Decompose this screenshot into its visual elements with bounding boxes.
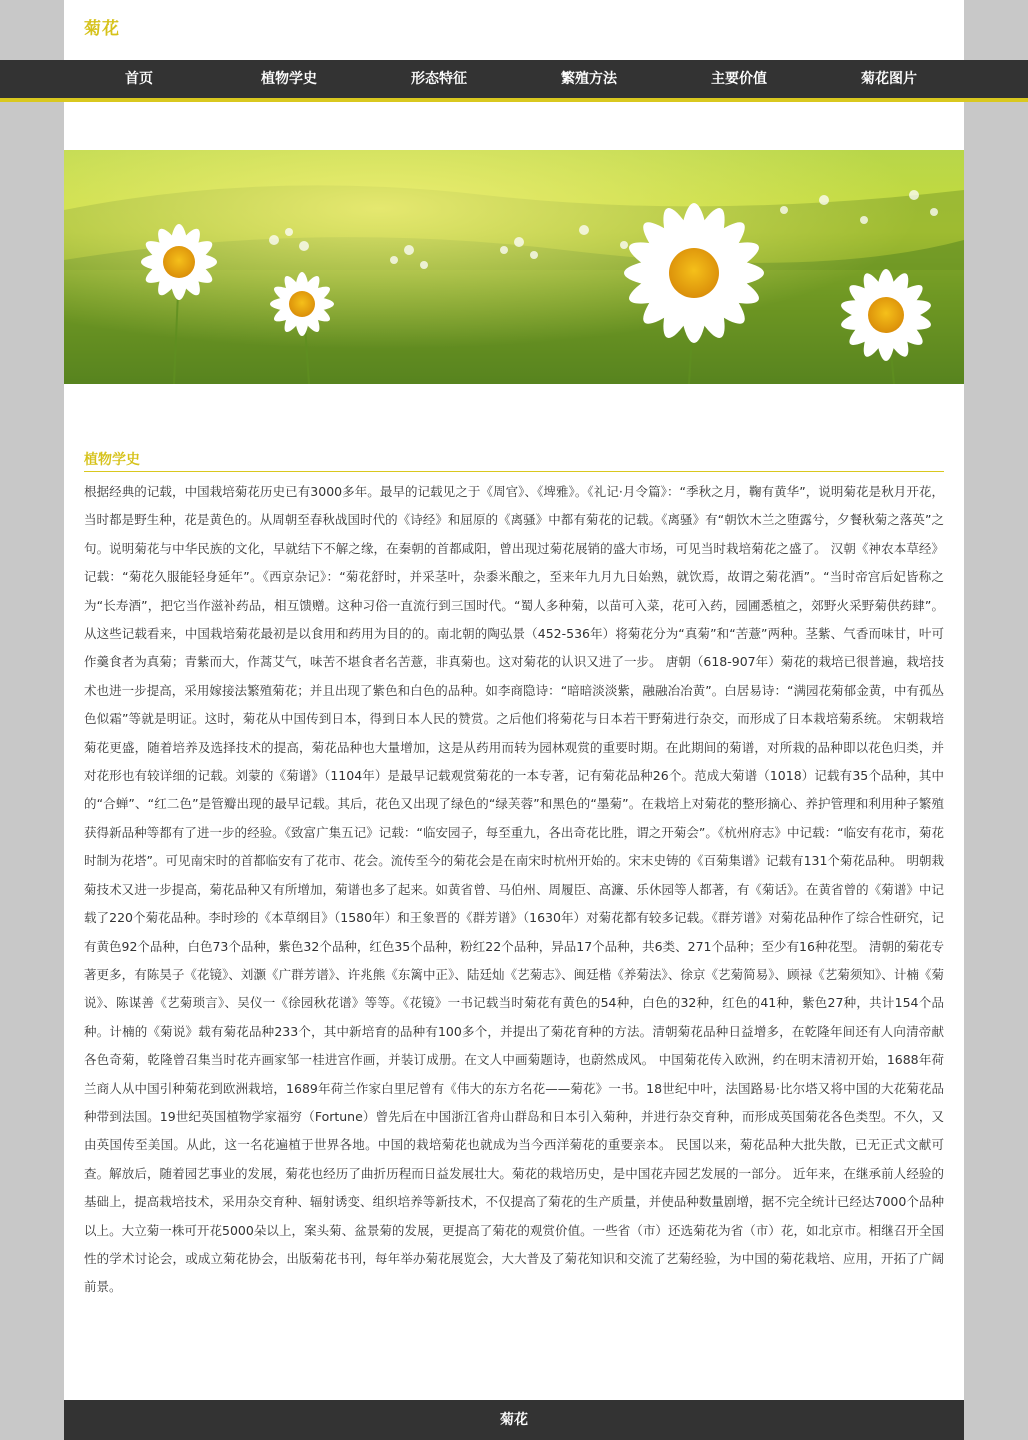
nav-item-propagation[interactable]: 繁殖方法 xyxy=(561,71,617,87)
footer-text: 菊花 xyxy=(500,1412,528,1428)
nav-item-value[interactable]: 主要价值 xyxy=(711,71,767,87)
hero-banner-image xyxy=(64,150,964,384)
footer xyxy=(64,1400,964,1440)
nav-item-home[interactable]: 首页 xyxy=(125,71,153,87)
nav-item-botany-history[interactable]: 植物学史 xyxy=(261,71,317,87)
site-logo[interactable]: 菊花 xyxy=(84,19,120,39)
nav-item-morphology[interactable]: 形态特征 xyxy=(411,71,467,87)
nav-item-gallery[interactable]: 菊花图片 xyxy=(861,71,917,87)
main-nav xyxy=(0,60,1028,102)
section-body-text: 根据经典的记载，中国栽培菊花历史已有3000多年。最早的记载见之于《周官》、《埤雅》。《礼记·月令篇》：“季秋之月，鞠有黄华”，说明菊花是秋月开花，当时都是野生种，花是黄色的。从周朝至春秋战国时代的《诗经》和屈原的《离骚》中都有菊花的记载。《离骚》有“朝饮木兰之堕露兮，夕餐秋菊之落英”之句。说明菊花与中华民族的文化，早就结下不解之缘，在秦朝的首都咸阳，曾出现过菊花展销的盛大市场，可见当时栽培菊花之盛了。 汉朝《神农本草经》记载：“菊花久服能轻身延年”。《西京杂记》：“菊花舒时，并采茎叶，杂黍米酿之，至来年九月九日始熟，就饮焉，故谓之菊花酒”。“当时帝宫后妃皆称之为“长寿酒”，把它当作滋补药品，相互馈赠。这种习俗一直流行到三国时代。“蜀人多种菊，以苗可入菜，花可入药，园圃悉植之，郊野火采野菊供药肆”。从这些记载看来，中国栽培菊花最初是以食用和药用为目的的。南北朝的陶弘景（452-536年）将菊花分为“真菊”和“苦薏”两种。茎紫、气香而味甘，叶可作羹食者为真菊；青紫而大，作蒿艾气，味苦不堪食者名苦薏，非真菊也。这对菊花的认识又进了一步。 唐朝（618-907年）菊花的栽培已很普遍，栽培技术也进一步提高，采用嫁接法繁殖菊花；并且出现了紫色和白色的品种。如李商隐诗：“暗暗淡淡紫，融融冶冶黄”。白居易诗：“满园花菊郁金黄，中有孤丛色似霜”等就是明证。这时，菊花从中国传到日本，得到日本人民的赞赏。之后他们将菊花与日本若干野菊进行杂交，而形成了日本栽培菊系统。 宋朝栽培菊花更盛，随着培养及选择技术的提高，菊花品种也大量增加，这是从药用而转为园林观赏的重要时期。在此期间的菊谱，对所栽的品种即以花色归类，并对花形也有较详细的记载。刘蒙的《菊谱》（1104年）是最早记载观赏菊花的一本专著，记有菊花品种26个。范成大菊谱（1018）记载有35个品种，其中的“合蝉”、“红二色”是管瓣出现的最早记载。其后，花色又出现了绿色的“绿芙蓉”和黑色的“墨菊”。在栽培上对菊花的整形摘心、养护管理和利用种子繁殖获得新品种等都有了进一步的经验。《致富广集五记》记载：“临安园子，每至重九，各出奇花比胜，谓之开菊会”。《杭州府志》中记载：“临安有花市，菊花时制为花塔”。可见南宋时的首都临安有了花市、花会。流传至今的菊花会是在南宋时杭州开始的。宋末史铸的《百菊集谱》记载有131个菊花品种。 明朝栽菊技术又进一步提高，菊花品种又有所增加，菊谱也多了起来。如黄省曾、马伯州、周履臣、高濂、乐休园等人都著，有《菊话》。在黄省曾的《菊谱》中记载了220个菊花品种。李时珍的《本草纲目》（1580年）和王象晋的《群芳谱》（1630年）对菊花都有较多记载。《群芳谱》对菊花品种作了综合性研究，记有黄色92个品种，白色73个品种，紫色32个品种，红色35个品种，粉红22个品种，异品17个品种，共6类、271个品种；至少有16种花型。 清朝的菊花专著更多，有陈昊子《花镜》、刘灏《广群芳谱》、许兆熊《东篱中正》、陆廷灿《艺菊志》、闽廷楷《养菊法》、徐京《艺菊简易》、顾禄《艺菊须知》、计楠《菊说》、陈谋善《艺菊琐言》、吴仪一《徐园秋花谱》等等。《花镜》一书记载当时菊花有黄色的54种，白色的32种，红色的41种，紫色27种，共计154个品种。计楠的《菊说》载有菊花品种233个，其中新培育的品种有100多个，并提出了菊花育种的方法。清朝菊花品种日益增多，在乾隆年间还有人向清帝献各色奇菊，乾隆曾召集当时花卉画家邹一桂进宫作画，并装订成册。在文人中画菊题诗，也蔚然成风。 中国菊花传入欧洲，约在明末清初开始，1688年荷兰商人从中国引种菊花到欧洲栽培，1689年荷兰作家白里尼曾有《伟大的东方名花——菊花》一书。18世纪中叶，法国路易·比尔塔又将中国的大花菊花品种带到法国。19世纪英国植物学家福穷（Fortune）曾先后在中国浙江省舟山群岛和日本引入菊种，并进行杂交育种，而形成英国菊花各色类型。不久，又由英国传至美国。从此，这一名花遍植于世界各地。中国的栽培菊花也就成为当今西洋菊花的重要亲本。 民国以来，菊花品种大批失散，已无正式文献可查。解放后，随着园艺事业的发展，菊花也经历了曲折历程而日益发展壮大。菊花的栽培历史，是中国花卉园艺发展的一部分。 近年来，在继承前人经验的基础上，提高栽培技术，采用杂交育种、辐射诱变、组织培养等新技术，不仅提高了菊花的生产质量，并使品种数量剧增，据不完全统计已经达7000个品种以上。大立菊一株可开花5000朵以上，案头菊、盆景菊的发展，更提高了菊花的观赏价值。一些省（市）还选菊花为省（市）花，如北京市。相继召开全国性的学术讨论会，或成立菊花协会，出版菊花书刊，每年举办菊花展览会，大大普及了菊花知识和交流了艺菊经验，为中国的菊花栽培、应用，开拓了广阔前景。 xyxy=(84,484,944,1295)
section-title: 植物学史 xyxy=(84,449,944,472)
